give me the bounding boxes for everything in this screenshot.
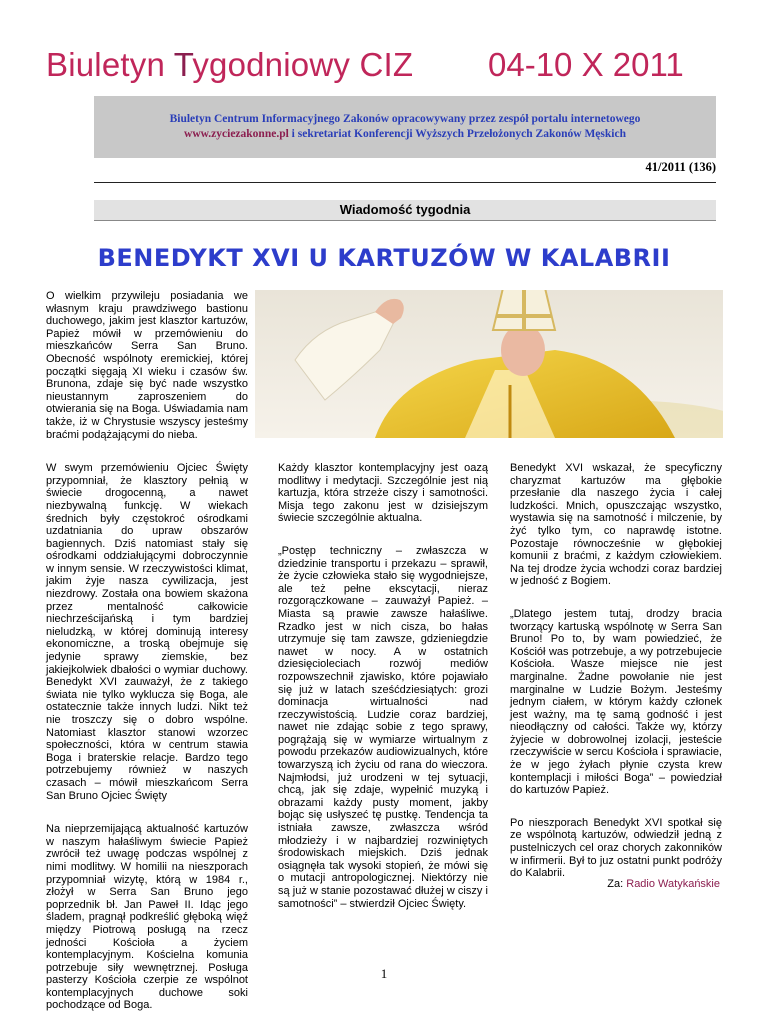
banner-line-1: Biuletyn Centrum Informacyjnego Zakonów opracowywany przez zespół portalu internetowego: [169, 113, 641, 125]
portal-link[interactable]: www.zyciezakonne.pl: [184, 128, 289, 140]
article-column-2: [278, 462, 488, 923]
paragraph: Po nieszporach Benedykt XVI spotkał się ze wspólnotą kartuzów, odwiedził jedną z pustelniczych cel oraz chorych zakonników w infirmerii. Był to juz ostatni punkt podróży do Kalabrii.: [510, 816, 722, 880]
paragraph: O wielkim przywileju posiadania we własnym kraju prawdziwego bastionu duchowego, jakim jest klasztor kartuzów, Papież mówił w przemówieniu do mieszkańców Serra San Bruno. Obecność wspólnoty eremickiej, której początki sięgają XI wieku i czasów św. Brunona, zdaje się być nade wszystko nieustannym zaproszeniem do otwierania się na Boga. Uświadamia nam także, iż w Chrystusie wszyscy jesteśmy braćmi podążającymi do nieba.: [46, 290, 248, 441]
bulletin-date: 04-10 X 2011: [488, 46, 684, 83]
paragraph: Każdy klasztor kontemplacyjny jest oazą modlitwy i medytacji. Szczególnie jest nią kartuzja, która strzeże ciszy i samotności. Misja tego zakonu jest w dzisiejszym świecie szczególnie aktualna.: [278, 462, 488, 525]
section-label: Wiadomość tygodnia: [339, 202, 471, 217]
header-banner: [94, 96, 716, 158]
pope-photo-illustration: [255, 290, 723, 438]
paragraph: „Postęp techniczny – zwłaszcza w dziedzinie transportu i przekazu – sprawił, że życie człowieka stało się wygodniejsze, ale też pełne ekscytacji, nieraz rozgorączkowane – zauważył Papież. – Miasta są prawie zawsze hałaśliwe. Rzadko jest w nich cisza, bo hałas utrzymuje się tam zawsze, gdzieniegdzie nawet w nocy. A w ostatnich dziesięcioleciach rozwój mediów rozpowszechnił zjawisko, które pojawiało się już w latach sześćdziesiątych: grozi dominacja wirtualności nad rzeczywistością. Ludzie coraz bardziej, nawet nie zdając sobie z tego sprawy, pogrążają się w wymiarze wirtualnym z powodu przekazów audiowizualnych, które towarzyszą ich życiu od rana do wieczora. Najmłodsi, już urodzeni w tej sytuacji, chcą, jak się zdaje, wypełnić muzyką i obrazami każdy pusty moment, jakby bojąc się usłyszeć tę pustkę. Tendencja ta istniała zawsze, zwłaszcza wśród młodzieży i w najbardziej rozwiniętych środowiskach miejskich. Dziś jednak osiągnęła tak wysoki stopień, że mówi się o mutacji antropologicznej. Niektórzy nie są już w stanie pozostawać dłużej w ciszy i samotności” – stwierdził Ojciec Święty.: [278, 544, 488, 910]
article-column-3: [510, 462, 722, 892]
issue-number: 41/2011 (136): [645, 160, 716, 174]
paragraph: Na nieprzemijającą aktualność kartuzów w naszym hałaśliwym świecie Papież zwrócił też uwagę podczas wspólnej z nimi modlitwy. W homilii na nieszporach przypomniał wizytę, którą w 1984 r., złożył w Serra San Bruno jego poprzednik bł. Jan Paweł II. Idąc jego śladem, pragnął podkreślić głęboką więź między Piotrową posługą na rzecz jedności Kościoła a życiem kontemplacyjnym. Kościelna komunia potrzebuje siły wewnętrznej. Posługa pasterzy Kościoła czerpie ze wspólnot kontemplacyjnych duchowe soki pochodzące od Boga.: [46, 823, 248, 1012]
pope-photo: [255, 290, 723, 438]
divider: [94, 182, 716, 183]
article-column-1: [46, 290, 248, 1025]
paragraph: W swym przemówieniu Ojciec Święty przypomniał, że klasztory pełnią w świecie drogocenną, a nawet niezbywalną funkcję. W wiekach średnich były częstokroć ośrodkami uzdatniania do upraw obszarów bagiennych. Dziś natomiast stały się ośrodkami oddziałującymi dobroczynnie w innym sensie. W rzeczywistości klimat, jakim żyje nasza cywilizacja, jest niezdrowy. Została ona bowiem skażona przez mentalność całkowicie niechrześcijańską i tym bardziej nieludzką, w której dominują interesy ekonomiczne, a troską obejmuje się jedynie sprawy ziemskie, bez jakiejkolwiek dbałości o wymiar duchowy. Benedykt XVI zauważył, że z takiego świata nie tylko wyklucza się Boga, ale ostatecznie także innych ludzi. Nikt też nie troszczy się o dobro wspólne. Natomiast klasztor stanowi wzorzec społeczności, która w centrum stawia Boga i braterskie relacje. Bardzo tego potrzebujemy również w naszych czasach – mówił mieszkańcom Serra San Bruno Ojciec Święty: [46, 462, 248, 802]
page-number: 1: [380, 966, 388, 981]
source-link[interactable]: Radio Watykańskie: [626, 878, 720, 890]
section-header: [94, 200, 716, 221]
article-headline: BENEDYKT XVI U KARTUZÓW W KALABRII: [97, 244, 671, 272]
bulletin-title: Biuletyn Tygodniowy CIZ: [46, 46, 414, 83]
source-credit: Za: Radio Watykańskie: [607, 878, 720, 890]
banner-line-2: www.zyciezakonne.pl i sekretariat Konferencji Wyższych Przełożonych Zakonów Męskich: [184, 128, 626, 140]
paragraph: Benedykt XVI wskazał, że specyficzny charyzmat kartuzów ma głębokie przesłanie dla naszego życia i całej ludzkości. Mnich, opuszczając wszystko, wystawia się na samotność i milczenie, by żyć tylko tym, co naprawdę istotne. Pozostaje równocześnie w głębokiej komunii z braćmi, z każdym człowiekiem. Na tej drodze życia wchodzi coraz bardziej w jedność z Bogiem.: [510, 462, 722, 588]
paragraph: „Dlatego jestem tutaj, drodzy bracia tworzący kartuską wspólnotę w Serra San Bruno! Po to, by wam powiedzieć, że Kościół was potrzebuje, a wy potrzebujecie Kościoła. Wasze miejsce nie jest marginalne. Żadne powołanie nie jest marginalne w Ludzie Bożym. Jesteśmy jednym ciałem, w którym każdy członek jest ważny, ma tę samą godność i jest nieodłączny od całości. Także wy, którzy żyjecie w dobrowolnej izolacji, jesteście rzeczywiście w sercu Kościoła i sprawiacie, że w jego żyłach płynie czysta krew kontemplacji i miłości Boga” – powiedział do kartuzów Papież.: [510, 607, 722, 797]
